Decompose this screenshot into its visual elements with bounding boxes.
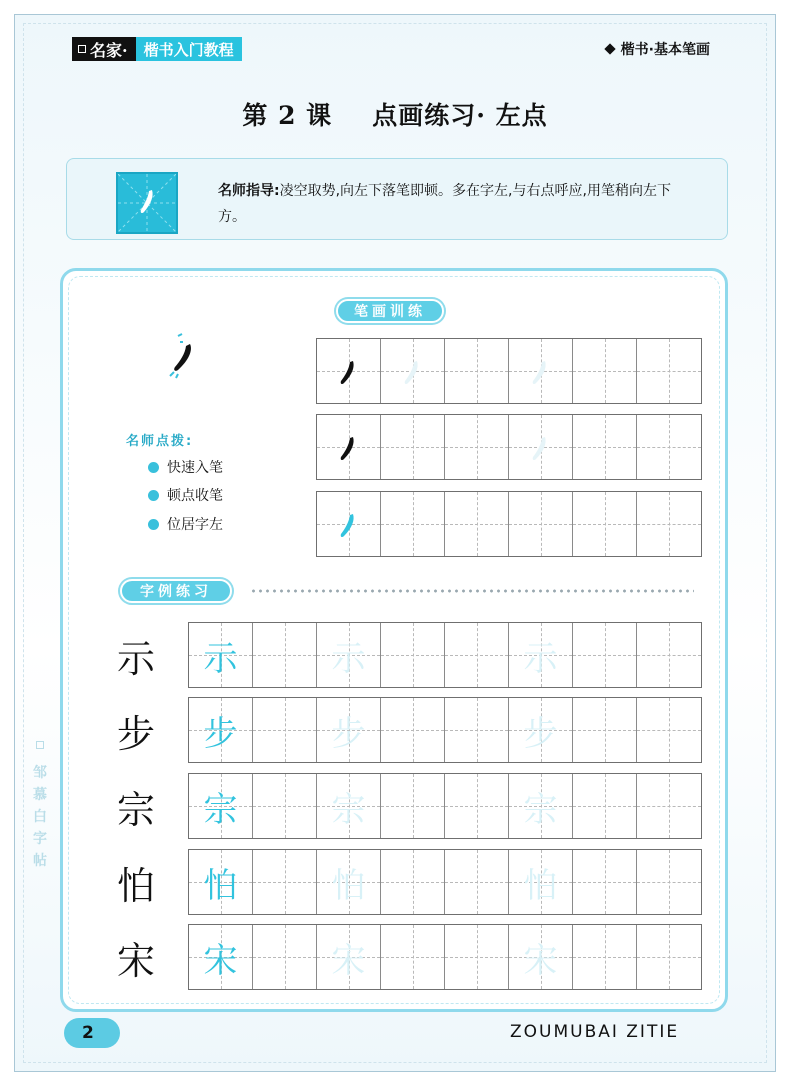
bullet-icon: [148, 490, 159, 501]
page-number: 2: [64, 1018, 120, 1048]
side-title-char: 邹: [33, 765, 47, 781]
model-character: 示: [116, 637, 155, 681]
footer-text: ZOUMUBAI ZITIE: [510, 1022, 680, 1042]
side-title-char: 字: [33, 831, 47, 847]
solid-character: 步: [203, 713, 238, 754]
grid-cell: [509, 623, 573, 687]
grid-cell: [317, 339, 381, 403]
solid-character: 示: [203, 638, 238, 679]
grid-cell: [381, 492, 445, 556]
grid-cell: [445, 415, 509, 479]
model-character: 步: [116, 712, 155, 756]
section-label: [606, 39, 710, 59]
grid-cell: [573, 925, 637, 989]
tip-text: 顿点收笔: [167, 488, 223, 504]
side-title-char: 慕: [33, 787, 47, 803]
example-grid-row: [188, 773, 702, 839]
grid-cell: [253, 850, 317, 914]
grid-cell: [381, 415, 445, 479]
grid-cell: [573, 698, 637, 762]
brand-series: 楷书入门教程: [136, 37, 242, 61]
grid-cell: [445, 774, 509, 838]
tip-item: [148, 457, 223, 477]
solid-character: 宗: [203, 789, 238, 830]
grid-cell: [317, 925, 381, 989]
tip-text: 快速入笔: [167, 460, 223, 476]
guide-body: 凌空取势,向左下落笔即顿。多在字左,与右点呼应,用笔稍向左下方。: [218, 183, 671, 225]
trace-character: 宗: [523, 789, 558, 830]
grid-cell: [317, 698, 381, 762]
tip-item: [148, 485, 223, 505]
bullet-icon: [148, 519, 159, 530]
solid-character: 宋: [203, 940, 238, 981]
grid-cell: [381, 339, 445, 403]
square-icon: [78, 45, 86, 53]
grid-cell: [509, 774, 573, 838]
grid-cell: [573, 850, 637, 914]
lesson-number: 第 2 课: [242, 101, 333, 130]
trace-character: 示: [523, 638, 558, 679]
example-grid-row: [188, 849, 702, 915]
side-title-char: 帖: [33, 853, 47, 869]
grid-cell: [573, 623, 637, 687]
grid-cell: [189, 774, 253, 838]
grid-cell: [381, 774, 445, 838]
grid-cell: [445, 850, 509, 914]
trace-character: 步: [523, 713, 558, 754]
grid-cell: [637, 339, 701, 403]
grid-cell: [253, 774, 317, 838]
grid-cell: [509, 339, 573, 403]
grid-cell: [509, 492, 573, 556]
grid-cell: [637, 698, 701, 762]
dotted-divider: [250, 588, 694, 594]
bullet-icon: [148, 462, 159, 473]
grid-cell: [381, 623, 445, 687]
stroke-training-label: 笔画训练: [336, 299, 444, 323]
grid-cell: [509, 850, 573, 914]
trace-character: 示: [331, 638, 366, 679]
trace-character: 怕: [331, 865, 366, 906]
model-character: 宋: [116, 939, 155, 983]
trace-character: 宗: [331, 789, 366, 830]
grid-cell: [381, 925, 445, 989]
lesson-title: [0, 96, 790, 132]
grid-cell: [253, 623, 317, 687]
example-grid-row: [188, 924, 702, 990]
grid-cell: [445, 925, 509, 989]
grid-cell: [637, 774, 701, 838]
left-dot-model-stroke-icon: [160, 330, 200, 384]
grid-cell: [573, 415, 637, 479]
example-grid-row: [188, 622, 702, 688]
grid-cell: [445, 698, 509, 762]
model-character: 怕: [116, 864, 155, 908]
grid-cell: [317, 415, 381, 479]
grid-cell: [637, 850, 701, 914]
grid-cell: [445, 492, 509, 556]
grid-cell: [445, 623, 509, 687]
lesson-name: 点画练习· 左点: [372, 101, 548, 130]
grid-cell: [509, 698, 573, 762]
grid-cell: [317, 492, 381, 556]
section-label-text: 楷书·基本笔画: [620, 42, 710, 58]
guide-label: 名师指导:: [218, 183, 280, 199]
trace-character: 宋: [331, 940, 366, 981]
brand-name: 名家·: [90, 40, 128, 60]
brand-black-label: [72, 37, 136, 61]
side-title: [30, 740, 50, 872]
stroke-grid-row: [316, 338, 702, 404]
grid-cell: [381, 698, 445, 762]
example-practice-label: 字例练习: [120, 579, 232, 603]
side-title-char: 白: [33, 809, 47, 825]
model-character: 宗: [116, 788, 155, 832]
brand-banner: [72, 37, 242, 61]
grid-cell: [253, 925, 317, 989]
grid-cell: [445, 339, 509, 403]
grid-cell: [317, 623, 381, 687]
trace-character: 怕: [523, 865, 558, 906]
grid-cell: [317, 774, 381, 838]
grid-cell: [637, 492, 701, 556]
grid-cell: [637, 925, 701, 989]
diamond-icon: [604, 43, 615, 54]
tip-item: [148, 514, 223, 534]
grid-cell: [573, 492, 637, 556]
grid-cell: [189, 850, 253, 914]
grid-cell: [573, 774, 637, 838]
example-grid-row: [188, 697, 702, 763]
grid-cell: [509, 925, 573, 989]
grid-cell: [381, 850, 445, 914]
trace-character: 步: [331, 713, 366, 754]
grid-cell: [317, 850, 381, 914]
guide-text: [218, 178, 698, 230]
tip-text: 位居字左: [167, 517, 223, 533]
grid-cell: [189, 925, 253, 989]
grid-cell: [189, 698, 253, 762]
grid-cell: [189, 623, 253, 687]
stroke-grid-row: [316, 491, 702, 557]
trace-character: 宋: [523, 940, 558, 981]
grid-cell: [253, 698, 317, 762]
stroke-grid-row: [316, 414, 702, 480]
grid-cell: [509, 415, 573, 479]
grid-cell: [573, 339, 637, 403]
grid-cell: [637, 623, 701, 687]
left-dot-stroke-icon: [116, 172, 178, 234]
grid-cell: [637, 415, 701, 479]
tips-title: 名师点拨:: [126, 434, 194, 449]
square-icon: [36, 741, 44, 749]
solid-character: 怕: [203, 865, 238, 906]
